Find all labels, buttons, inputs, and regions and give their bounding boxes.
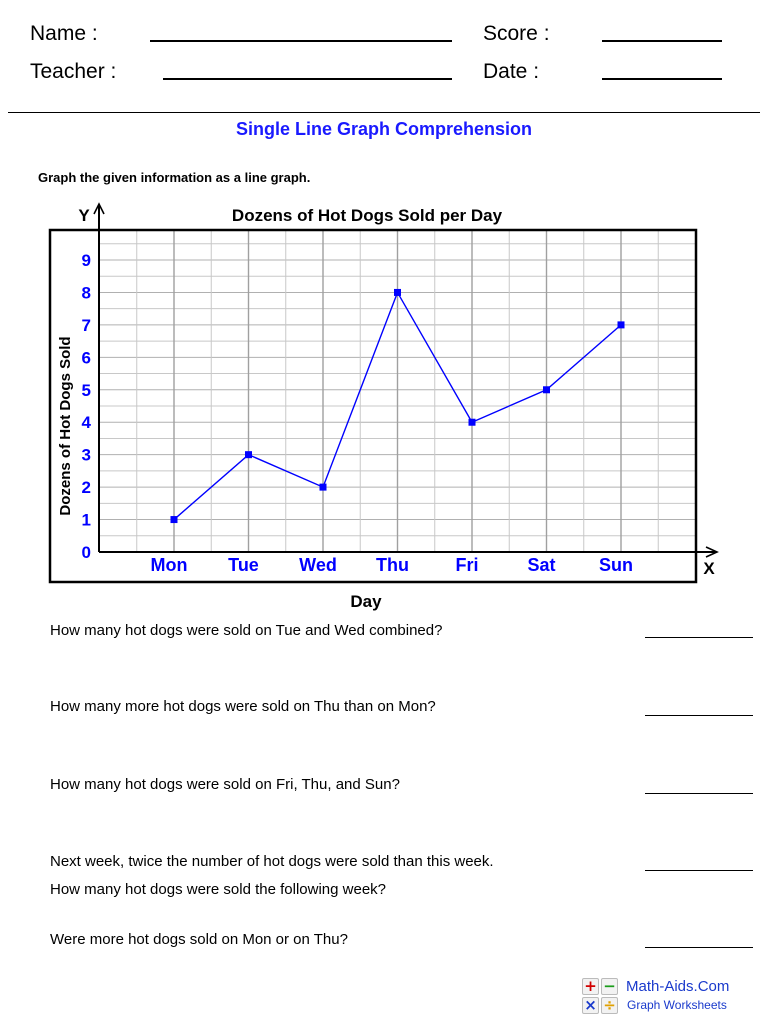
answer-2-field[interactable]: [645, 715, 753, 716]
minus-icon: −: [601, 978, 618, 995]
data-point-thu: [394, 289, 401, 296]
y-tick-label: 5: [81, 380, 91, 400]
data-point-sun: [618, 321, 625, 328]
x-tick-label: Sun: [599, 555, 633, 575]
x-tick-label: Wed: [299, 555, 337, 575]
answer-4-field[interactable]: [645, 870, 753, 871]
header-divider: [8, 112, 760, 113]
times-icon: ×: [582, 997, 599, 1014]
y-axis-letter: Y: [78, 206, 90, 225]
y-axis-title: Dozens of Hot Dogs Sold: [57, 336, 74, 516]
question-5: Were more hot dogs sold on Mon or on Thu?: [50, 931, 348, 948]
date-field[interactable]: [602, 78, 722, 80]
teacher-label: Teacher :: [30, 60, 117, 83]
question-3: How many hot dogs were sold on Fri, Thu, and Sun?: [50, 776, 400, 793]
question-4-continued: How many hot dogs were sold the following week?: [50, 881, 387, 898]
question-2: How many more hot dogs were sold on Thu than on Mon?: [50, 698, 436, 715]
y-tick-label: 2: [81, 478, 91, 498]
worksheet-title: Single Line Graph Comprehension: [235, 119, 533, 139]
x-tick-label: Fri: [455, 555, 479, 575]
data-point-wed: [320, 484, 327, 491]
divide-icon: ÷: [601, 997, 618, 1014]
instructions-text: Graph the given information as a line graph.: [38, 170, 311, 185]
teacher-field[interactable]: [163, 78, 452, 80]
y-tick-label: 8: [81, 283, 91, 303]
data-point-sat: [543, 386, 550, 393]
x-tick-label: Thu: [376, 555, 409, 575]
x-tick-label: Sat: [527, 555, 556, 575]
question-4: Next week, twice the number of hot dogs were sold than this week.: [50, 853, 494, 870]
data-point-tue: [245, 451, 252, 458]
score-field[interactable]: [602, 40, 722, 42]
x-axis-title: Day: [350, 592, 382, 611]
y-tick-label: 0: [81, 543, 91, 562]
y-tick-label: 3: [81, 445, 91, 465]
score-label: Score :: [483, 22, 550, 45]
y-tick-label: 7: [81, 315, 91, 335]
y-tick-label: 1: [81, 510, 91, 530]
y-tick-label: 9: [81, 251, 91, 270]
brand-block: [582, 976, 762, 1016]
chart-title: Dozens of Hot Dogs Sold per Day: [231, 206, 503, 225]
answer-1-field[interactable]: [645, 637, 753, 638]
y-tick-label: 4: [81, 413, 91, 433]
name-field[interactable]: [150, 40, 452, 42]
data-point-fri: [469, 419, 476, 426]
data-point-mon: [171, 516, 178, 523]
x-tick-label: Tue: [228, 555, 259, 575]
answer-5-field[interactable]: [645, 947, 753, 948]
y-tick-label: 6: [81, 348, 91, 368]
x-axis-letter: X: [703, 559, 715, 578]
plus-icon: +: [582, 978, 599, 995]
brand-subtitle: Graph Worksheets: [627, 998, 727, 1012]
math-operations-icon: [582, 978, 618, 1014]
question-1: How many hot dogs were sold on Tue and Wed combined?: [50, 622, 443, 639]
name-label: Name :: [30, 22, 98, 45]
line-chart: [0, 195, 768, 620]
date-label: Date :: [483, 60, 540, 83]
brand-name[interactable]: Math-Aids.Com: [626, 978, 730, 995]
x-tick-label: Mon: [150, 555, 188, 575]
answer-3-field[interactable]: [645, 793, 753, 794]
